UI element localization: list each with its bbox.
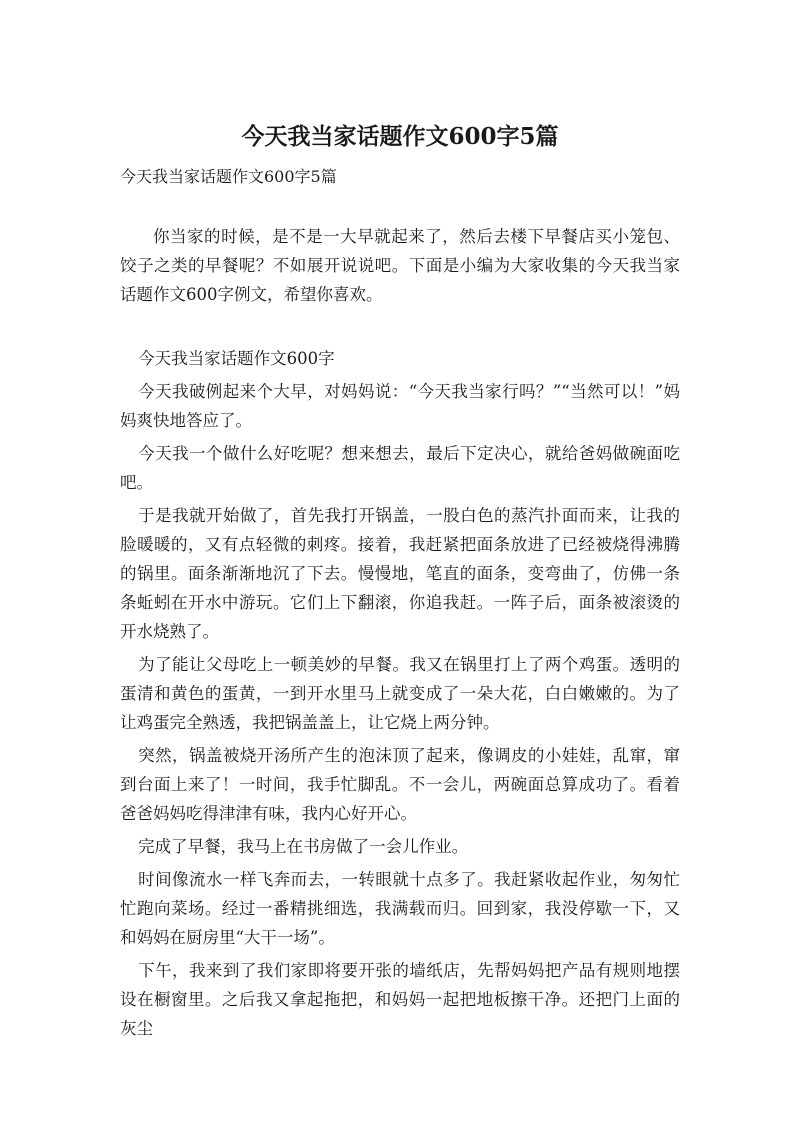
article-paragraph: 下午，我来到了我们家即将要开张的墙纸店，先帮妈妈把产品有规则地摆设在橱窗里。之后我又拿起拖把，和妈妈一起把地板擦干净。还把门上面的灰尘 (120, 961, 680, 1038)
document-title: 今天我当家话题作文600字5篇 (241, 123, 559, 150)
article-paragraph: 今天我一个做什么好吃呢？想来想去，最后下定决心，就给爸妈做碗面吃吧。 (120, 444, 680, 492)
article-paragraph: 完成了早餐，我马上在书房做了一会儿作业。 (138, 837, 469, 856)
article-section (120, 344, 680, 1047)
document-subtitle: 今天我当家话题作文600字5篇 (120, 167, 337, 186)
article-heading: 今天我当家话题作文600字 (138, 349, 335, 368)
article-paragraph: 时间像流水一样飞奔而去，一转眼就十点多了。我赶紧收起作业，匆匆忙忙跑向菜场。经过一番精挑细选，我满载而归。回到家，我没停歇一下，又和妈妈在厨房里“大干一场”。 (120, 870, 680, 947)
article-paragraph: 今天我破例起来个大早，对妈妈说：“今天我当家行吗？”“当然可以！”妈妈爽快地答应了。 (120, 382, 680, 430)
article-paragraph: 为了能让父母吃上一顿美妙的早餐。我又在锅里打上了两个鸡蛋。透明的蛋清和黄色的蛋黄，一到开水里马上就变成了一朵大花，白白嫩嫩的。为了让鸡蛋完全熟透，我把锅盖盖上，让它烧上两分钟。 (120, 655, 680, 732)
intro-section (120, 222, 680, 313)
intro-paragraph: 你当家的时候，是不是一大早就起来了，然后去楼下早餐店买小笼包、饺子之类的早餐呢？不如展开说说吧。下面是小编为大家收集的今天我当家话题作文600字例文，希望你喜欢。 (120, 227, 680, 304)
article-paragraph: 突然，锅盖被烧开汤所产生的泡沫顶了起来，像调皮的小娃娃，乱窜，窜到台面上来了！一时间，我手忙脚乱。不一会儿，两碗面总算成功了。看着爸爸妈妈吃得津津有味，我内心好开心。 (120, 746, 680, 823)
article-paragraph: 于是我就开始做了，首先我打开锅盖，一股白色的蒸汽扑面而来，让我的脸暖暖的，又有点轻微的刺疼。接着，我赶紧把面条放进了已经被烧得沸腾的锅里。面条渐渐地沉了下去。慢慢地，笔直的面条，变弯曲了，仿佛一条条蚯蚓在开水中游玩。它们上下翻滚，你追我赶。一阵子后，面条被滚烫的开水烧熟了。 (120, 506, 680, 641)
